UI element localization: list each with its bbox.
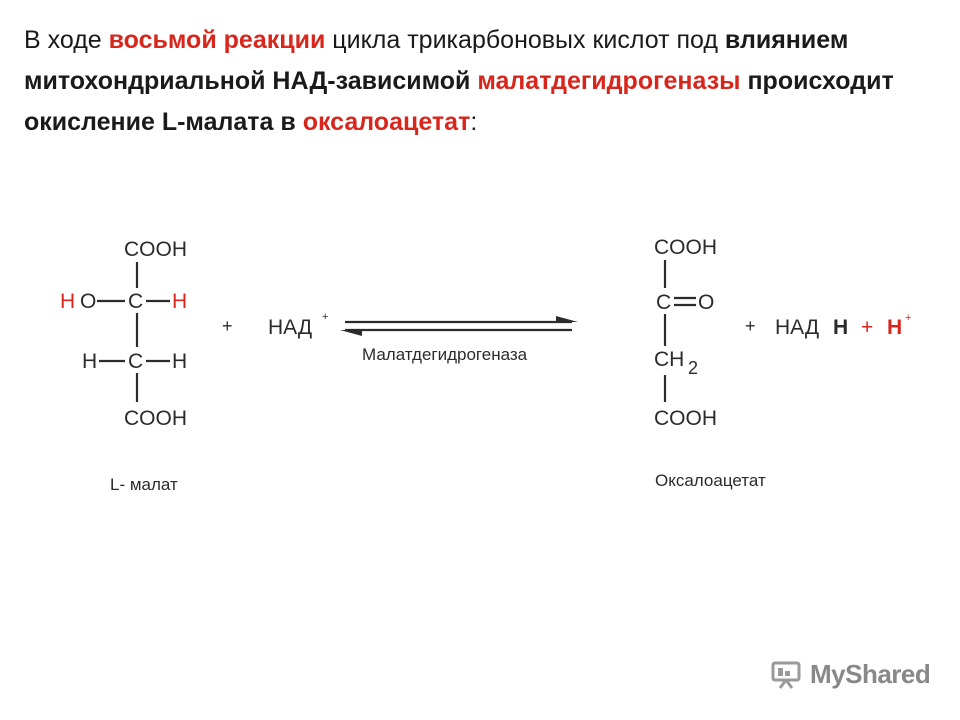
oxaloacetate-ch: CH	[654, 348, 685, 371]
malate-cooh-bottom: COOH	[124, 407, 187, 430]
plus-sign-1: +	[222, 316, 233, 336]
malate-h1-red: H	[172, 290, 188, 313]
oxaloacetate-caption: Оксалоацетат	[655, 471, 766, 490]
malate-h2-right: H	[172, 350, 188, 373]
reaction-center	[222, 311, 578, 364]
forward-arrowhead	[556, 316, 578, 322]
oxaloacetate-cooh-bottom: COOH	[654, 407, 717, 430]
malate-o: O	[80, 290, 97, 313]
malate-cooh-top: COOH	[124, 238, 187, 261]
plus-sign-3: +	[861, 316, 874, 339]
oxaloacetate-structure	[654, 236, 766, 490]
intro-highlight-reaction: восьмой реакции	[108, 26, 326, 54]
intro-part-3: цикла трикарбоновых кислот под	[325, 26, 725, 54]
malate-h-red: H	[60, 290, 76, 313]
intro-highlight-enzyme: малатдегидрогеназы	[477, 67, 741, 95]
nadh-prefix: НАД	[775, 316, 820, 339]
watermark-text: MyShared	[810, 658, 931, 689]
enzyme-label: Малатдегидрогеназа	[362, 345, 528, 364]
nadh-h-bold: Н	[833, 316, 849, 339]
malate-c2: C	[128, 350, 144, 373]
malate-c1: C	[128, 290, 144, 313]
presentation-icon	[770, 659, 804, 689]
intro-part-6: происходит окисление L-малата в	[24, 67, 894, 136]
intro-part-1: В ходе	[24, 26, 109, 54]
oxaloacetate-cooh-top: COOH	[654, 236, 717, 259]
reverse-arrowhead	[340, 330, 362, 336]
malate-structure	[60, 238, 187, 494]
watermark-logo	[770, 656, 930, 692]
proton-h: Н	[887, 316, 903, 339]
proton-superscript: +	[905, 312, 912, 324]
malate-caption: L- малат	[110, 475, 178, 494]
oxaloacetate-o: O	[698, 291, 715, 314]
intro-highlight-product: оксалоацетат	[302, 108, 471, 136]
malate-h2-left: H	[82, 350, 98, 373]
products	[745, 312, 911, 339]
oxaloacetate-subscript-2: 2	[688, 358, 699, 378]
plus-sign-2: +	[745, 316, 756, 336]
nad-label: НАД	[268, 316, 313, 339]
nad-superscript: +	[322, 311, 329, 323]
oxaloacetate-c: C	[656, 291, 672, 314]
intro-part-8: :	[470, 108, 478, 136]
intro-part-4: влиянием митохондриальной НАД-зависимой	[24, 26, 849, 95]
